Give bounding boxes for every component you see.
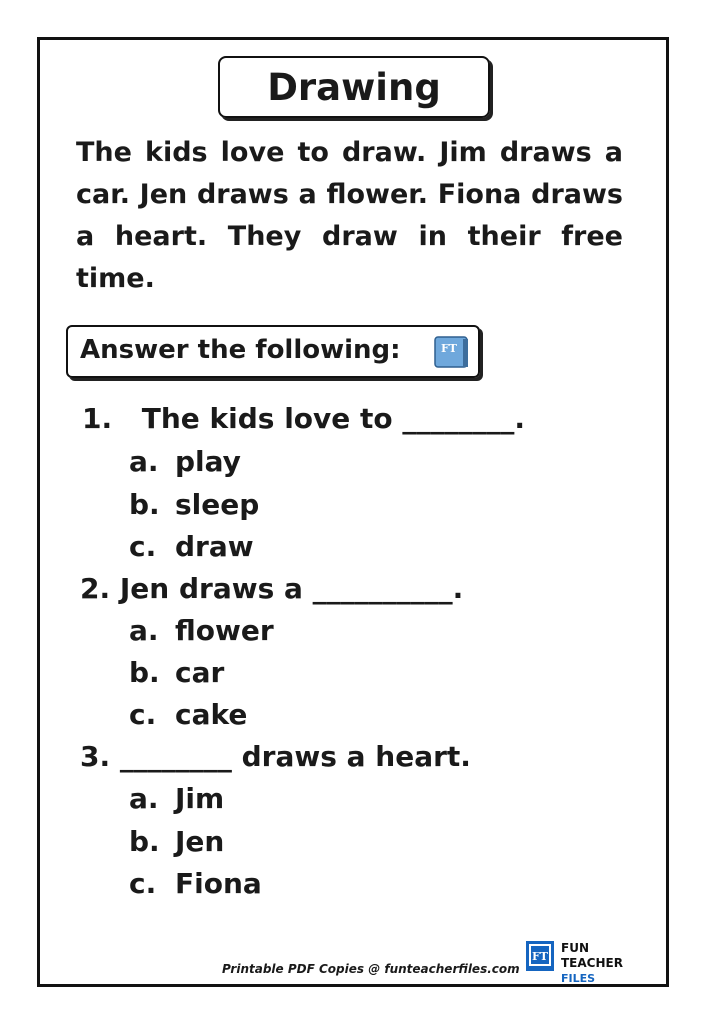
brand-name [561, 941, 655, 986]
question-end: . [452, 572, 464, 605]
brand-line-1: FUN TEACHER [561, 941, 623, 970]
reading-passage: The kids love to draw. Jim draws a car. Jen draws a flower. Fiona draws a heart. They draw in their free time. [76, 137, 623, 294]
answer-blank: ________ [402, 402, 515, 435]
ft-book-icon [432, 334, 470, 370]
q1-option-a [129, 445, 241, 478]
q3-option-c [129, 867, 262, 900]
option-letter: a. [129, 614, 159, 647]
option-letter: b. [129, 488, 160, 521]
question-number: 2. [80, 572, 111, 605]
option-letter: c. [129, 530, 157, 563]
q3-option-a [129, 782, 224, 815]
q2-option-b [129, 656, 224, 689]
option-letter: a. [129, 445, 159, 478]
q2-option-c [129, 698, 247, 731]
option-letter: b. [129, 825, 160, 858]
option-letter: a. [129, 782, 159, 815]
option-text: play [175, 445, 241, 478]
answer-header-box [66, 325, 480, 378]
option-text: Fiona [175, 867, 262, 900]
question-end: . [514, 402, 526, 435]
option-text: sleep [175, 488, 260, 521]
option-text: flower [175, 614, 274, 647]
option-letter: c. [129, 867, 157, 900]
option-letter: b. [129, 656, 160, 689]
title-box [218, 56, 490, 118]
question-2 [80, 572, 463, 605]
answer-blank: ________ [119, 740, 232, 773]
question-1 [82, 402, 525, 435]
question-3 [80, 740, 471, 773]
option-text: Jim [175, 782, 225, 815]
question-text: The kids love to [141, 402, 393, 435]
worksheet-title: Drawing [267, 65, 441, 109]
ft-logo-icon [525, 940, 555, 972]
question-number: 1. [82, 402, 113, 435]
brand-line-2: FILES [561, 972, 596, 985]
answer-blank: __________ [312, 572, 453, 605]
option-text: Jen [175, 825, 225, 858]
question-number: 3. [80, 740, 111, 773]
q1-option-c [129, 530, 254, 563]
option-text: cake [175, 698, 248, 731]
option-letter: c. [129, 698, 157, 731]
ft-icon-text: FT [441, 342, 457, 355]
ft-logo-text: FT [532, 950, 548, 963]
question-text: Jen draws a [119, 572, 303, 605]
brand-logo [525, 940, 655, 985]
footer-link-text: Printable PDF Copies @ funteacherfiles.com [222, 962, 520, 976]
question-text: draws a heart. [241, 740, 471, 773]
option-text: draw [175, 530, 254, 563]
answer-header-label: Answer the following: [80, 335, 401, 365]
option-text: car [175, 656, 225, 689]
q1-option-b [129, 488, 259, 521]
q3-option-b [129, 825, 224, 858]
q2-option-a [129, 614, 274, 647]
